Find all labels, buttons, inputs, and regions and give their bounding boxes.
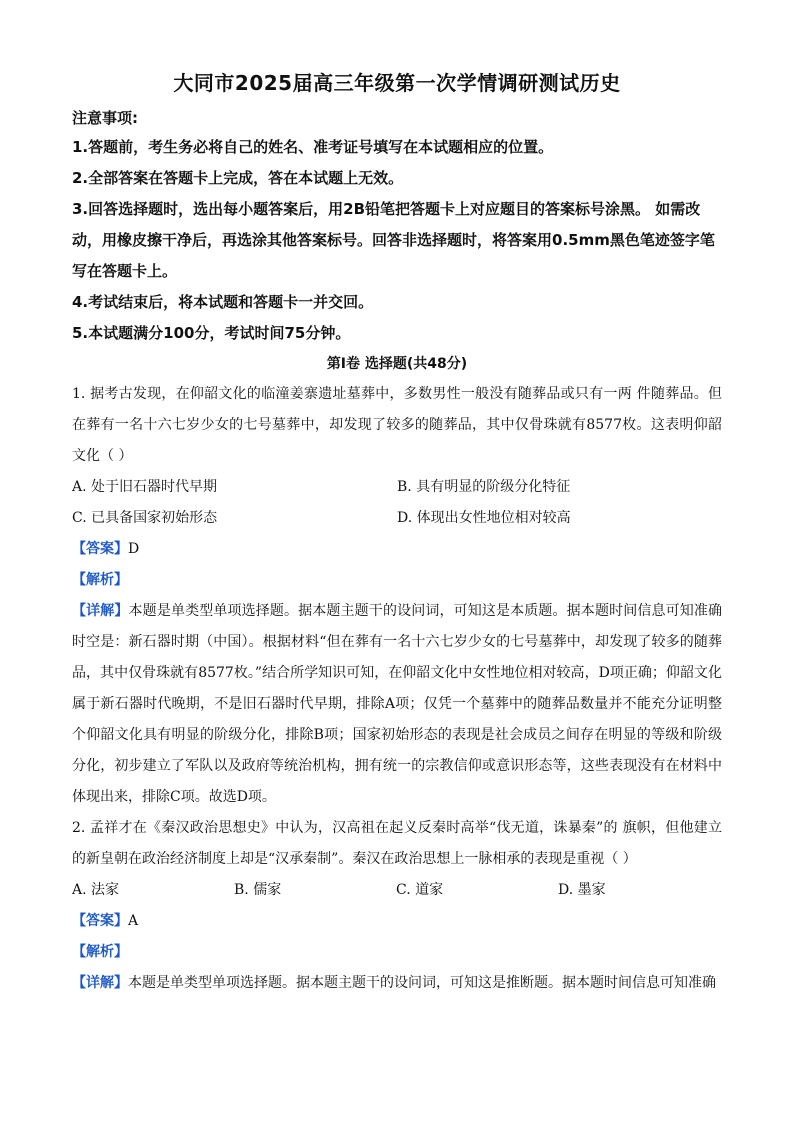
answer-value: A (128, 913, 139, 929)
notice-item-3: 3.回答选择题时，选出每小题答案后，用2B铅笔把答题卡上对应题目的答案标号涂黑。 如需改动，用橡皮擦干净后，再选涂其他答案标号。回答非选择题时，将答案用0.5mm黑色笔迹签字笔写在答题卡上。 (72, 200, 715, 280)
question-1-options-row-2 (72, 503, 722, 534)
detail-label: 【详解】 (72, 975, 128, 991)
question-1-option-a: A. 处于旧石器时代早期 (72, 479, 218, 495)
question-1-option-b: B. 具有明显的阶级分化特征 (397, 479, 571, 495)
document-page (72, 66, 722, 999)
question-1-options-row-1 (72, 472, 722, 503)
question-2-option-a: A. 法家 (72, 882, 120, 898)
answer-value: D (128, 541, 140, 557)
question-2-stem: 2. 孟祥才在《秦汉政治思想史》中认为，汉高祖在起义反秦时高举“伐无道，诛暴秦”的 旗帜，但他建立的新皇朝在政治经济制度上却是“汉承秦制”。秦汉在政治思想上一脉相承的表现是重视（ ） (72, 820, 722, 867)
question-2-answer (72, 906, 722, 937)
notice-heading: 注意事项: (72, 109, 138, 127)
question-2-option-b: B. 儒家 (234, 882, 282, 898)
question-1-detail (72, 596, 722, 813)
notice-item-5: 5.本试题满分100分，考试时间75分钟。 (72, 324, 351, 342)
section-heading: 第Ⅰ卷 选择题(共48分) (326, 356, 468, 372)
detail-label: 【详解】 (72, 603, 129, 619)
question-2-analysis-label (72, 937, 722, 968)
question-2-option-c: C. 道家 (396, 882, 444, 898)
detail-text: 本题是单类型单项选择题。据本题主题干的设问词，可知这是推断题。据本题时间信息可知准确 (128, 975, 716, 991)
analysis-label: 【解析】 (72, 572, 128, 588)
question-1-stem: 1. 据考古发现，在仰韶文化的临潼姜寨遗址墓葬中，多数男性一般没有随葬品或只有一两 件随葬品。但在葬有一名十六七岁少女的七号墓葬中，却发现了较多的随葬品，其中仅骨珠就有8577枚。这表明仰韶文化（ ） (72, 386, 722, 464)
answer-label: 【答案】 (72, 541, 128, 557)
detail-text: 本题是单类型单项选择题。据本题主题干的设问词，可知这是本质题。据本题时间信息可知准确时空是：新石器时期（中国）。根据材料“但在葬有一名十六七岁少女的七号墓葬中，却发现了较多的随葬品，其中仅骨珠就有8577枚。”结合所学知识可知，在仰韶文化中女性地位相对较高，D项正确；仰韶文化属于新石器时代晚期，不是旧石器时代早期，排除A项；仅凭一个墓葬中的随葬品数量并不能充分证明整个仰韶文化具有明显的阶级分化，排除B项；国家初始形态的表现是社会成员之间存在明显的等级和阶级分化，初步建立了军队以及政府等统治机构，拥有统一的宗教信仰或意识形态等，这些表现没有在材料中体现出来，排除C项。故选D项。 (72, 603, 723, 805)
question-1-option-d: D. 体现出女性地位相对较高 (397, 510, 571, 526)
question-1-option-c: C. 已具备国家初始形态 (72, 510, 218, 526)
question-2-options-row (72, 875, 722, 906)
answer-label: 【答案】 (72, 913, 128, 929)
analysis-label: 【解析】 (72, 944, 128, 960)
question-2-option-d: D. 墨家 (558, 882, 606, 898)
notice-item-4: 4.考试结束后，将本试题和答题卡一并交回。 (72, 293, 374, 311)
notice-item-1: 1.答题前，考生务必将自己的姓名、准考证号填写在本试题相应的位置。 (72, 138, 554, 156)
page-title: 大同市2025届高三年级第一次学情调研测试历史 (173, 71, 621, 95)
question-1-answer (72, 534, 722, 565)
question-2-detail (72, 968, 722, 999)
question-1-analysis-label (72, 565, 722, 596)
notice-item-2: 2.全部答案在答题卡上完成，答在本试题上无效。 (72, 169, 404, 187)
